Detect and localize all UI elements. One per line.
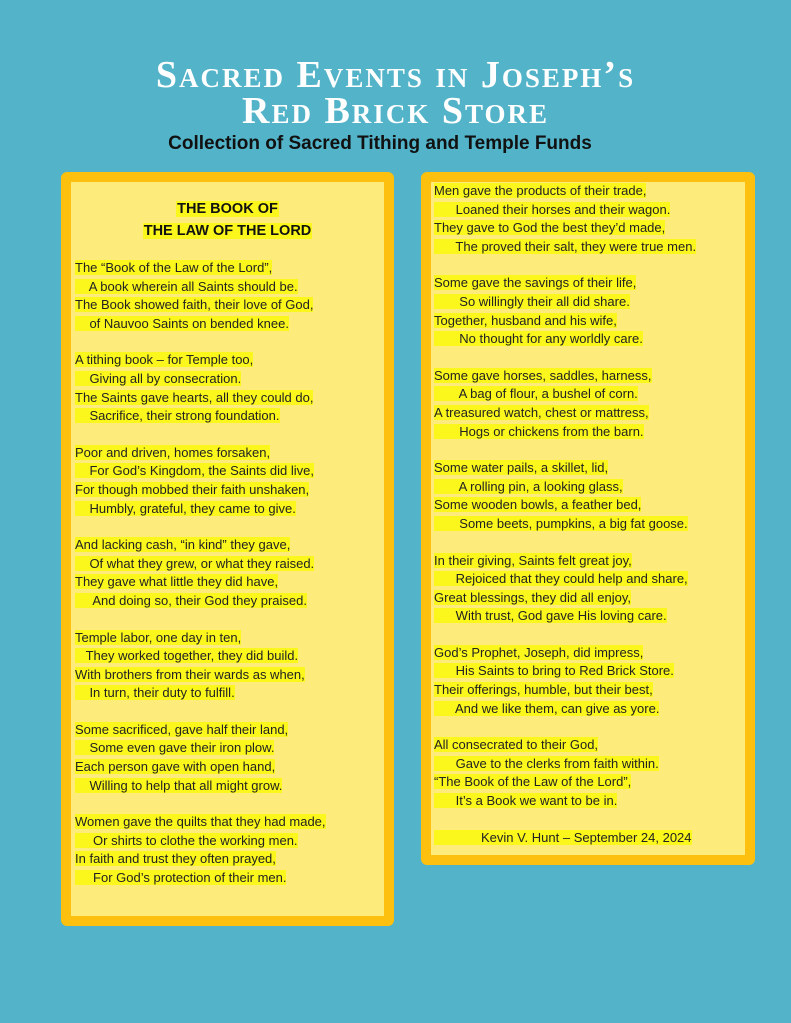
poem-line xyxy=(434,736,745,755)
poem-line-text: “The Book of the Law of the Lord”, xyxy=(434,774,632,790)
poem-line-text: For God’s protection of their men. xyxy=(75,870,287,886)
poem-line-text: Some beets, pumpkins, a big fat goose. xyxy=(434,515,688,531)
poem-line-text: A bag of flour, a bushel of corn. xyxy=(434,386,638,402)
poem-line xyxy=(434,459,745,478)
poem-line xyxy=(434,423,745,442)
poem-heading xyxy=(71,198,384,242)
poem-stanza xyxy=(75,536,384,610)
poem-panel-left xyxy=(61,172,394,926)
poem-line-text: of Nauvoo Saints on bended knee. xyxy=(75,315,289,331)
poem-line xyxy=(434,367,745,386)
poem-line xyxy=(75,869,384,888)
poem-line xyxy=(434,219,745,238)
poem-signature-text: Kevin V. Hunt – September 24, 2024 xyxy=(434,829,692,845)
poem-line xyxy=(434,662,745,681)
poem-stanza xyxy=(75,351,384,425)
poem-line-text: Of what they grew, or what they raised. xyxy=(75,555,315,571)
poem-line xyxy=(434,792,745,811)
poem-line xyxy=(434,552,745,571)
poem-line xyxy=(75,407,384,426)
poem-line xyxy=(75,370,384,389)
poem-line-text: Gave to the clerks from faith within. xyxy=(434,755,659,771)
poem-line xyxy=(75,555,384,574)
poem-line xyxy=(434,607,745,626)
poem-line xyxy=(434,773,745,792)
poem-line xyxy=(75,629,384,648)
poem-signature xyxy=(434,829,745,848)
poem-line-text: In faith and trust they often prayed, xyxy=(75,851,276,867)
poem-line-text: A book wherein all Saints should be. xyxy=(75,278,298,294)
poem-line-text: God’s Prophet, Joseph, did impress, xyxy=(434,644,644,660)
poem-stanza xyxy=(75,444,384,518)
poem-line xyxy=(75,481,384,500)
poem-line xyxy=(434,385,745,404)
poem-line-text: Or shirts to clothe the working men. xyxy=(75,832,298,848)
page-title-line-2: Red Brick Store xyxy=(242,90,549,132)
poem-line-text: Together, husband and his wife, xyxy=(434,312,617,328)
poem-panel-right xyxy=(421,172,755,865)
poem-line xyxy=(75,850,384,869)
poem-line xyxy=(75,721,384,740)
poem-line xyxy=(434,182,745,201)
poem-line-text: And doing so, their God they praised. xyxy=(75,592,307,608)
poem-line-text: The Saints gave hearts, all they could do, xyxy=(75,389,314,405)
poem-line-text: They worked together, they did build. xyxy=(75,648,299,664)
poem-stanza xyxy=(75,259,384,333)
poem-line-text: Their offerings, humble, but their best, xyxy=(434,682,653,698)
poem-line-text: Men gave the products of their trade, xyxy=(434,183,647,198)
poem-line xyxy=(434,312,745,331)
poem-line-text: Poor and driven, homes forsaken, xyxy=(75,444,271,460)
poem-stanza xyxy=(434,736,745,810)
poem-line-text: So willingly their all did share. xyxy=(434,293,630,309)
poem-line-text: Humbly, grateful, they came to give. xyxy=(75,500,296,516)
poem-line xyxy=(75,536,384,555)
poem-line xyxy=(434,238,745,257)
poem-line-text: The “Book of the Law of the Lord”, xyxy=(75,260,273,275)
poem-line-text: Some gave horses, saddles, harness, xyxy=(434,367,652,383)
poem-stanza xyxy=(75,813,384,887)
poem-line-text: With brothers from their wards as when, xyxy=(75,666,305,682)
poem-line xyxy=(75,666,384,685)
poem-line xyxy=(75,813,384,832)
poem-line-text: A tithing book – for Temple too, xyxy=(75,352,254,368)
poem-line-text: Some sacrificed, gave half their land, xyxy=(75,721,289,737)
poem-line-text: Hogs or chickens from the barn. xyxy=(434,423,644,439)
poem-line xyxy=(75,500,384,519)
poem-line-text: Some even gave their iron plow. xyxy=(75,740,275,756)
poem-line-text: For God’s Kingdom, the Saints did live, xyxy=(75,463,314,479)
poem-stanza xyxy=(434,182,745,256)
poem-line xyxy=(434,201,745,220)
poem-heading-line-2: THE LAW OF THE LORD xyxy=(143,223,312,239)
poem-line-text: Each person gave with open hand, xyxy=(75,759,276,775)
poem-line-text: Loaned their horses and their wagon. xyxy=(434,201,671,217)
poem-line-text: They gave what little they did have, xyxy=(75,574,279,590)
poem-line-text: The Book showed faith, their love of God, xyxy=(75,297,314,313)
poem-line xyxy=(434,330,745,349)
poem-line xyxy=(434,644,745,663)
poem-line-text: Willing to help that all might grow. xyxy=(75,777,283,793)
poem-line-text: And we like them, can give as yore. xyxy=(434,700,660,716)
poem-line-text: Temple labor, one day in ten, xyxy=(75,629,242,645)
poem-line-text: They gave to God the best they’d made, xyxy=(434,220,666,236)
poem-line xyxy=(75,462,384,481)
poem-line-text: A rolling pin, a looking glass, xyxy=(434,478,623,494)
poem-line-text: For though mobbed their faith unshaken, xyxy=(75,481,310,497)
poem-line xyxy=(75,259,384,278)
poem-line-text: Rejoiced that they could help and share, xyxy=(434,571,688,587)
page-title-line-1: Sacred Events in Joseph’s xyxy=(155,54,636,96)
poem-left-column xyxy=(75,259,384,906)
poem-line xyxy=(75,739,384,758)
poem-line-text: In their giving, Saints felt great joy, xyxy=(434,552,632,568)
poem-line xyxy=(434,515,745,534)
poem-line-text: It’s a Book we want to be in. xyxy=(434,793,618,809)
poem-right-column xyxy=(434,182,745,847)
poem-line-text: Great blessings, they did all enjoy, xyxy=(434,589,632,605)
page-subtitle: Collection of Sacred Tithing and Temple Funds xyxy=(168,133,592,154)
poem-line xyxy=(434,700,745,719)
poem-stanza xyxy=(434,459,745,533)
poem-line-text: Giving all by consecration. xyxy=(75,370,242,386)
poem-stanza xyxy=(75,629,384,703)
poem-line-text: Some water pails, a skillet, lid, xyxy=(434,460,609,476)
poem-line xyxy=(75,647,384,666)
poem-line-text: Sacrifice, their strong foundation. xyxy=(75,408,280,424)
poem-line-text: No thought for any worldly care. xyxy=(434,331,643,347)
poem-line xyxy=(434,496,745,515)
poem-line-text: With trust, God gave His loving care. xyxy=(434,608,667,624)
poem-line-text: His Saints to bring to Red Brick Store. xyxy=(434,663,674,679)
poem-line xyxy=(434,293,745,312)
poem-line xyxy=(75,389,384,408)
poem-line xyxy=(75,315,384,334)
poem-line-text: The proved their salt, they were true men. xyxy=(434,238,697,254)
poem-line xyxy=(75,573,384,592)
poem-heading-line-1: THE BOOK OF xyxy=(177,201,278,217)
poem-stanza xyxy=(434,644,745,718)
poem-line xyxy=(434,570,745,589)
poem-line xyxy=(75,832,384,851)
poem-line xyxy=(75,351,384,370)
poem-line xyxy=(75,684,384,703)
poem-line-text: All consecrated to their God, xyxy=(434,737,599,753)
poem-line xyxy=(434,755,745,774)
poem-line-text: Some gave the savings of their life, xyxy=(434,275,637,291)
poem-line xyxy=(75,296,384,315)
poem-line-text: In turn, their duty to fulfill. xyxy=(75,685,235,701)
poem-line-text: Women gave the quilts that they had made, xyxy=(75,814,326,830)
poem-line xyxy=(434,274,745,293)
poem-line-text: Some wooden bowls, a feather bed, xyxy=(434,497,642,513)
poem-line xyxy=(75,758,384,777)
poem-line-text: And lacking cash, “in kind” they gave, xyxy=(75,537,291,553)
poem-stanza xyxy=(434,367,745,441)
poem-line xyxy=(434,404,745,423)
poem-line xyxy=(75,278,384,297)
poem-line xyxy=(75,592,384,611)
poem-line xyxy=(75,777,384,796)
poem-stanza xyxy=(434,552,745,626)
poem-line-text: A treasured watch, chest or mattress, xyxy=(434,404,649,420)
poem-stanza xyxy=(75,721,384,795)
poem-stanza xyxy=(434,274,745,348)
poem-line xyxy=(434,681,745,700)
poem-line xyxy=(434,589,745,608)
poem-line xyxy=(434,478,745,497)
poem-line xyxy=(75,444,384,463)
